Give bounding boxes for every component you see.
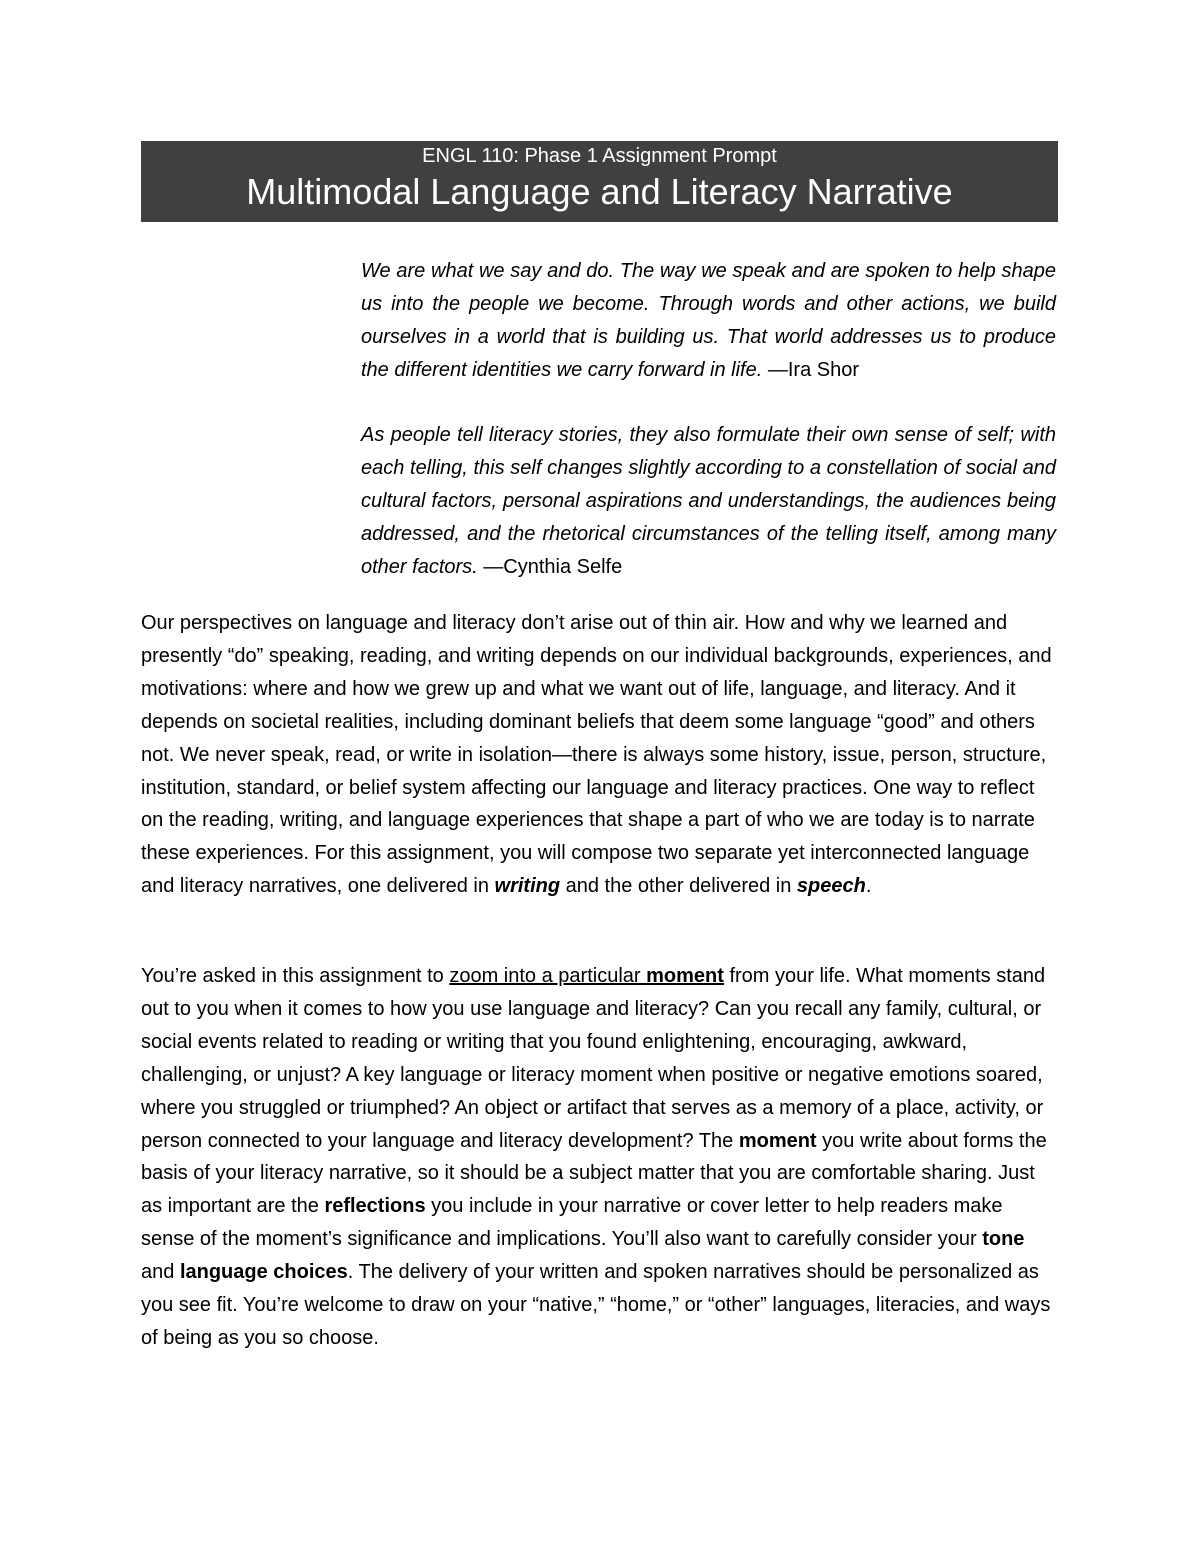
epigraph-text: As people tell literacy stories, they also formulate their own sense of self; with each telling, this self changes slightly according to a constellation of social and cultural factors, personal aspirations and understandings, the audiences being addressed, and the rhetorical circumstances of the telling itself, among many other factors. (361, 424, 1056, 578)
emphasis-moment: moment (738, 1129, 817, 1152)
paragraph-text: Our perspectives on language and literacy don’t arise out of thin air. How and why we learned and presently “do” speaking, reading, and writing depends on our individual backgrounds, experiences, and motivations: where and how we grew up and what we want out of life, language, and literacy. And it depends on societal realities, including dominant beliefs that deem some language “good” and others not. We never speak, read, or write in isolation—there is always some history, issue, person, structure, institution, standard, or belief system affecting our language and literacy practices. One way to reflect on the reading, writing, and language experiences that shape a part of who we are today is to narrate these experiences. For this assignment, you will compose two separate yet interconnected language and literacy narratives, one delivered in (141, 612, 1052, 898)
emphasis-tone: tone (982, 1228, 1025, 1251)
epigraph-attribution: —Cynthia Selfe (477, 556, 623, 578)
paragraph-text: you write about forms the basis of your literacy narrative, so it should be a subject matter that you are comfortable sharing. Just as important are the (141, 1129, 1047, 1218)
paragraph-text: You’re asked in this assignment to (141, 965, 450, 987)
paragraph-text: you include in your narrative or cover letter to help readers make sense of the moment’s significance and implications. You’ll also want to carefully consider your (141, 1195, 1003, 1251)
document-title: Multimodal Language and Literacy Narrative (246, 171, 953, 212)
emphasis-speech: speech (796, 875, 866, 898)
emphasis-writing: writing (494, 875, 561, 898)
epigraph-shor (361, 255, 1056, 387)
zoom-phrase: zoom into a particular (449, 965, 647, 987)
course-line: ENGL 110: Phase 1 Assignment Prompt (422, 145, 777, 167)
emphasis-moment-underlined: moment (646, 965, 724, 987)
paragraph-text: from your life. What moments stand out to you when it comes to how you use language and literacy? Can you recall any family, cultural, or social events related to reading or writing that you found enlightening, encouraging, awkward, challenging, or unjust? A key language or literacy moment when positive or negative emotions soared, where you struggled or triumphed? An object or artifact that serves as a memory of a place, activity, or person connected to your language and literacy development? The (141, 965, 1046, 1152)
epigraph-attribution: —Ira Shor (762, 359, 859, 381)
paragraph-text: . (865, 875, 872, 898)
paragraph-text: . The delivery of your written and spoken narratives should be personalized as you see fit. You’re welcome to draw on your “native,” “home,” or “other” languages, literacies, and ways of being as you so choose. (141, 1261, 1051, 1349)
emphasis-reflections: reflections (324, 1195, 426, 1218)
paragraph-text: and (141, 1261, 180, 1284)
epigraph-text: We are what we say and do. The way we speak and are spoken to help shape us into the people we become. Through words and other actions, we build ourselves in a world that is building us. That world addresses us to produce the different identities we carry forward in life. (361, 260, 1056, 381)
title-banner (141, 141, 1058, 222)
epigraph-selfe (361, 419, 1056, 584)
paragraph-text: and the other delivered in (560, 875, 797, 898)
paragraph-moment (141, 960, 1061, 1355)
underlined-phrase (449, 965, 724, 987)
emphasis-language-choices: language choices (179, 1261, 348, 1284)
paragraph-intro (141, 607, 1061, 903)
